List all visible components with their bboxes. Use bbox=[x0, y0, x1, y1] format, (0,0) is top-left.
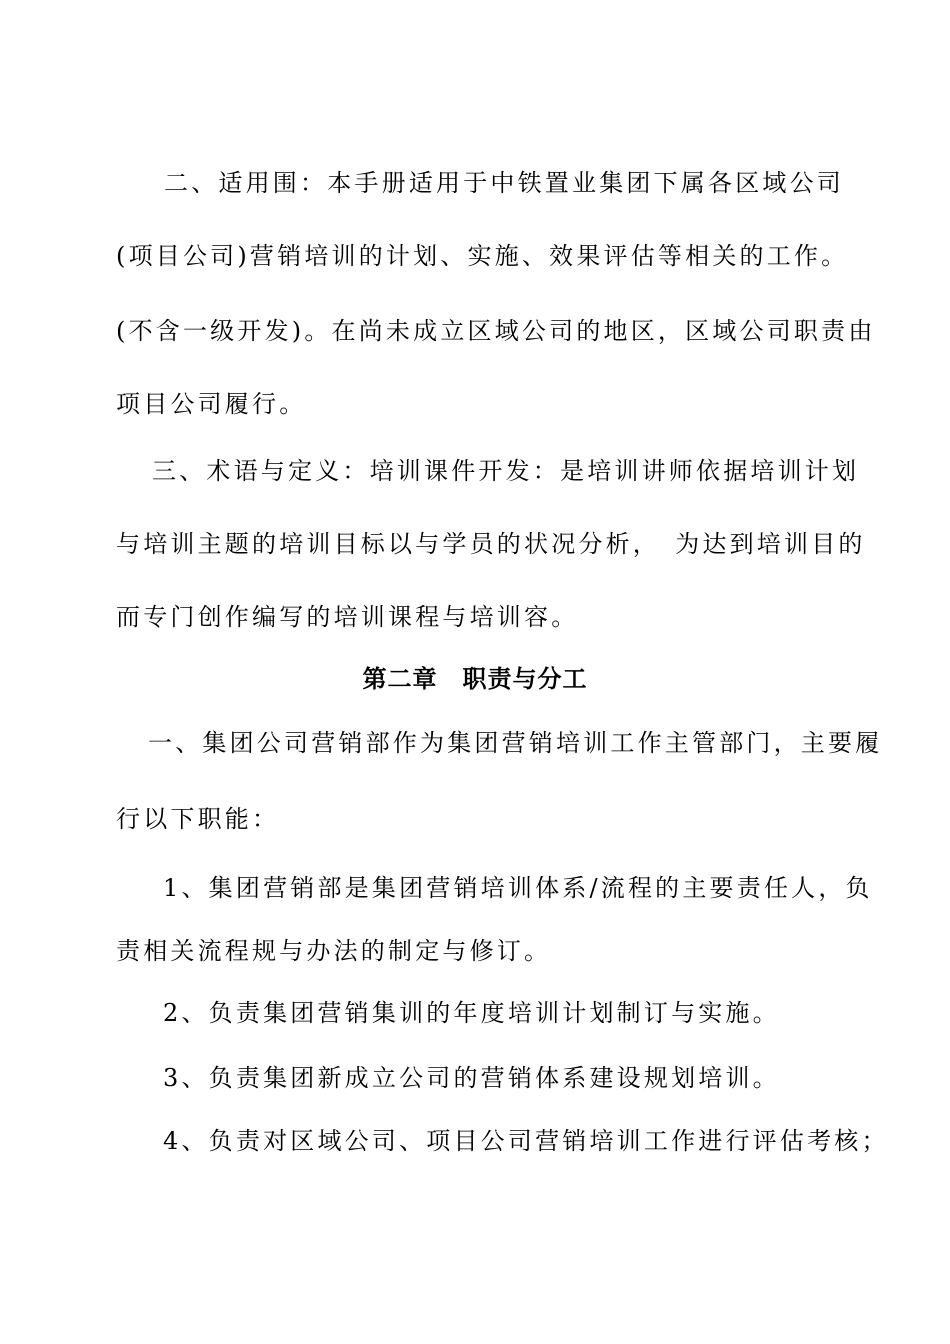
paragraph-line: 三、术语与定义：培训课件开发：是培训讲师依据培训计划 bbox=[152, 457, 860, 485]
paragraph-line: 二、适用围：本手册适用于中铁置业集团下属各区域公司 bbox=[164, 169, 844, 197]
paragraph-line: 而专门创作编写的培训课程与培训容。 bbox=[116, 603, 579, 631]
list-item-line: 4、负责对区域公司、项目公司营销培训工作进行评估考核； bbox=[163, 1127, 889, 1155]
paragraph-line: 行以下职能： bbox=[116, 805, 280, 833]
paragraph-line: 一、集团公司营销部作为集团营销培训工作主管部门，主要履 bbox=[148, 729, 883, 757]
list-item-line: 1、集团营销部是集团营销培训体系/流程的主要责任人，负 bbox=[163, 874, 873, 902]
list-item-line: 3、负责集团新成立公司的营销体系建设规划培训。 bbox=[163, 1064, 780, 1092]
paragraph-line: (项目公司)营销培训的计划、实施、效果评估等相关的工作。 bbox=[116, 242, 849, 270]
list-item-line: 2、负责集团营销集训的年度培训计划制订与实施。 bbox=[163, 999, 780, 1027]
chapter-heading: 第二章 职责与分工 bbox=[362, 665, 588, 693]
paragraph-line: 项目公司履行。 bbox=[116, 390, 307, 418]
paragraph-line: 与培训主题的培训目标以与学员的状况分析， 为达到培训目的 bbox=[116, 530, 866, 558]
list-item-line: 责相关流程规与办法的制定与修订。 bbox=[116, 937, 552, 965]
paragraph-line: (不含一级开发)。在尚未成立区域公司的地区，区域公司职责由 bbox=[116, 317, 876, 345]
